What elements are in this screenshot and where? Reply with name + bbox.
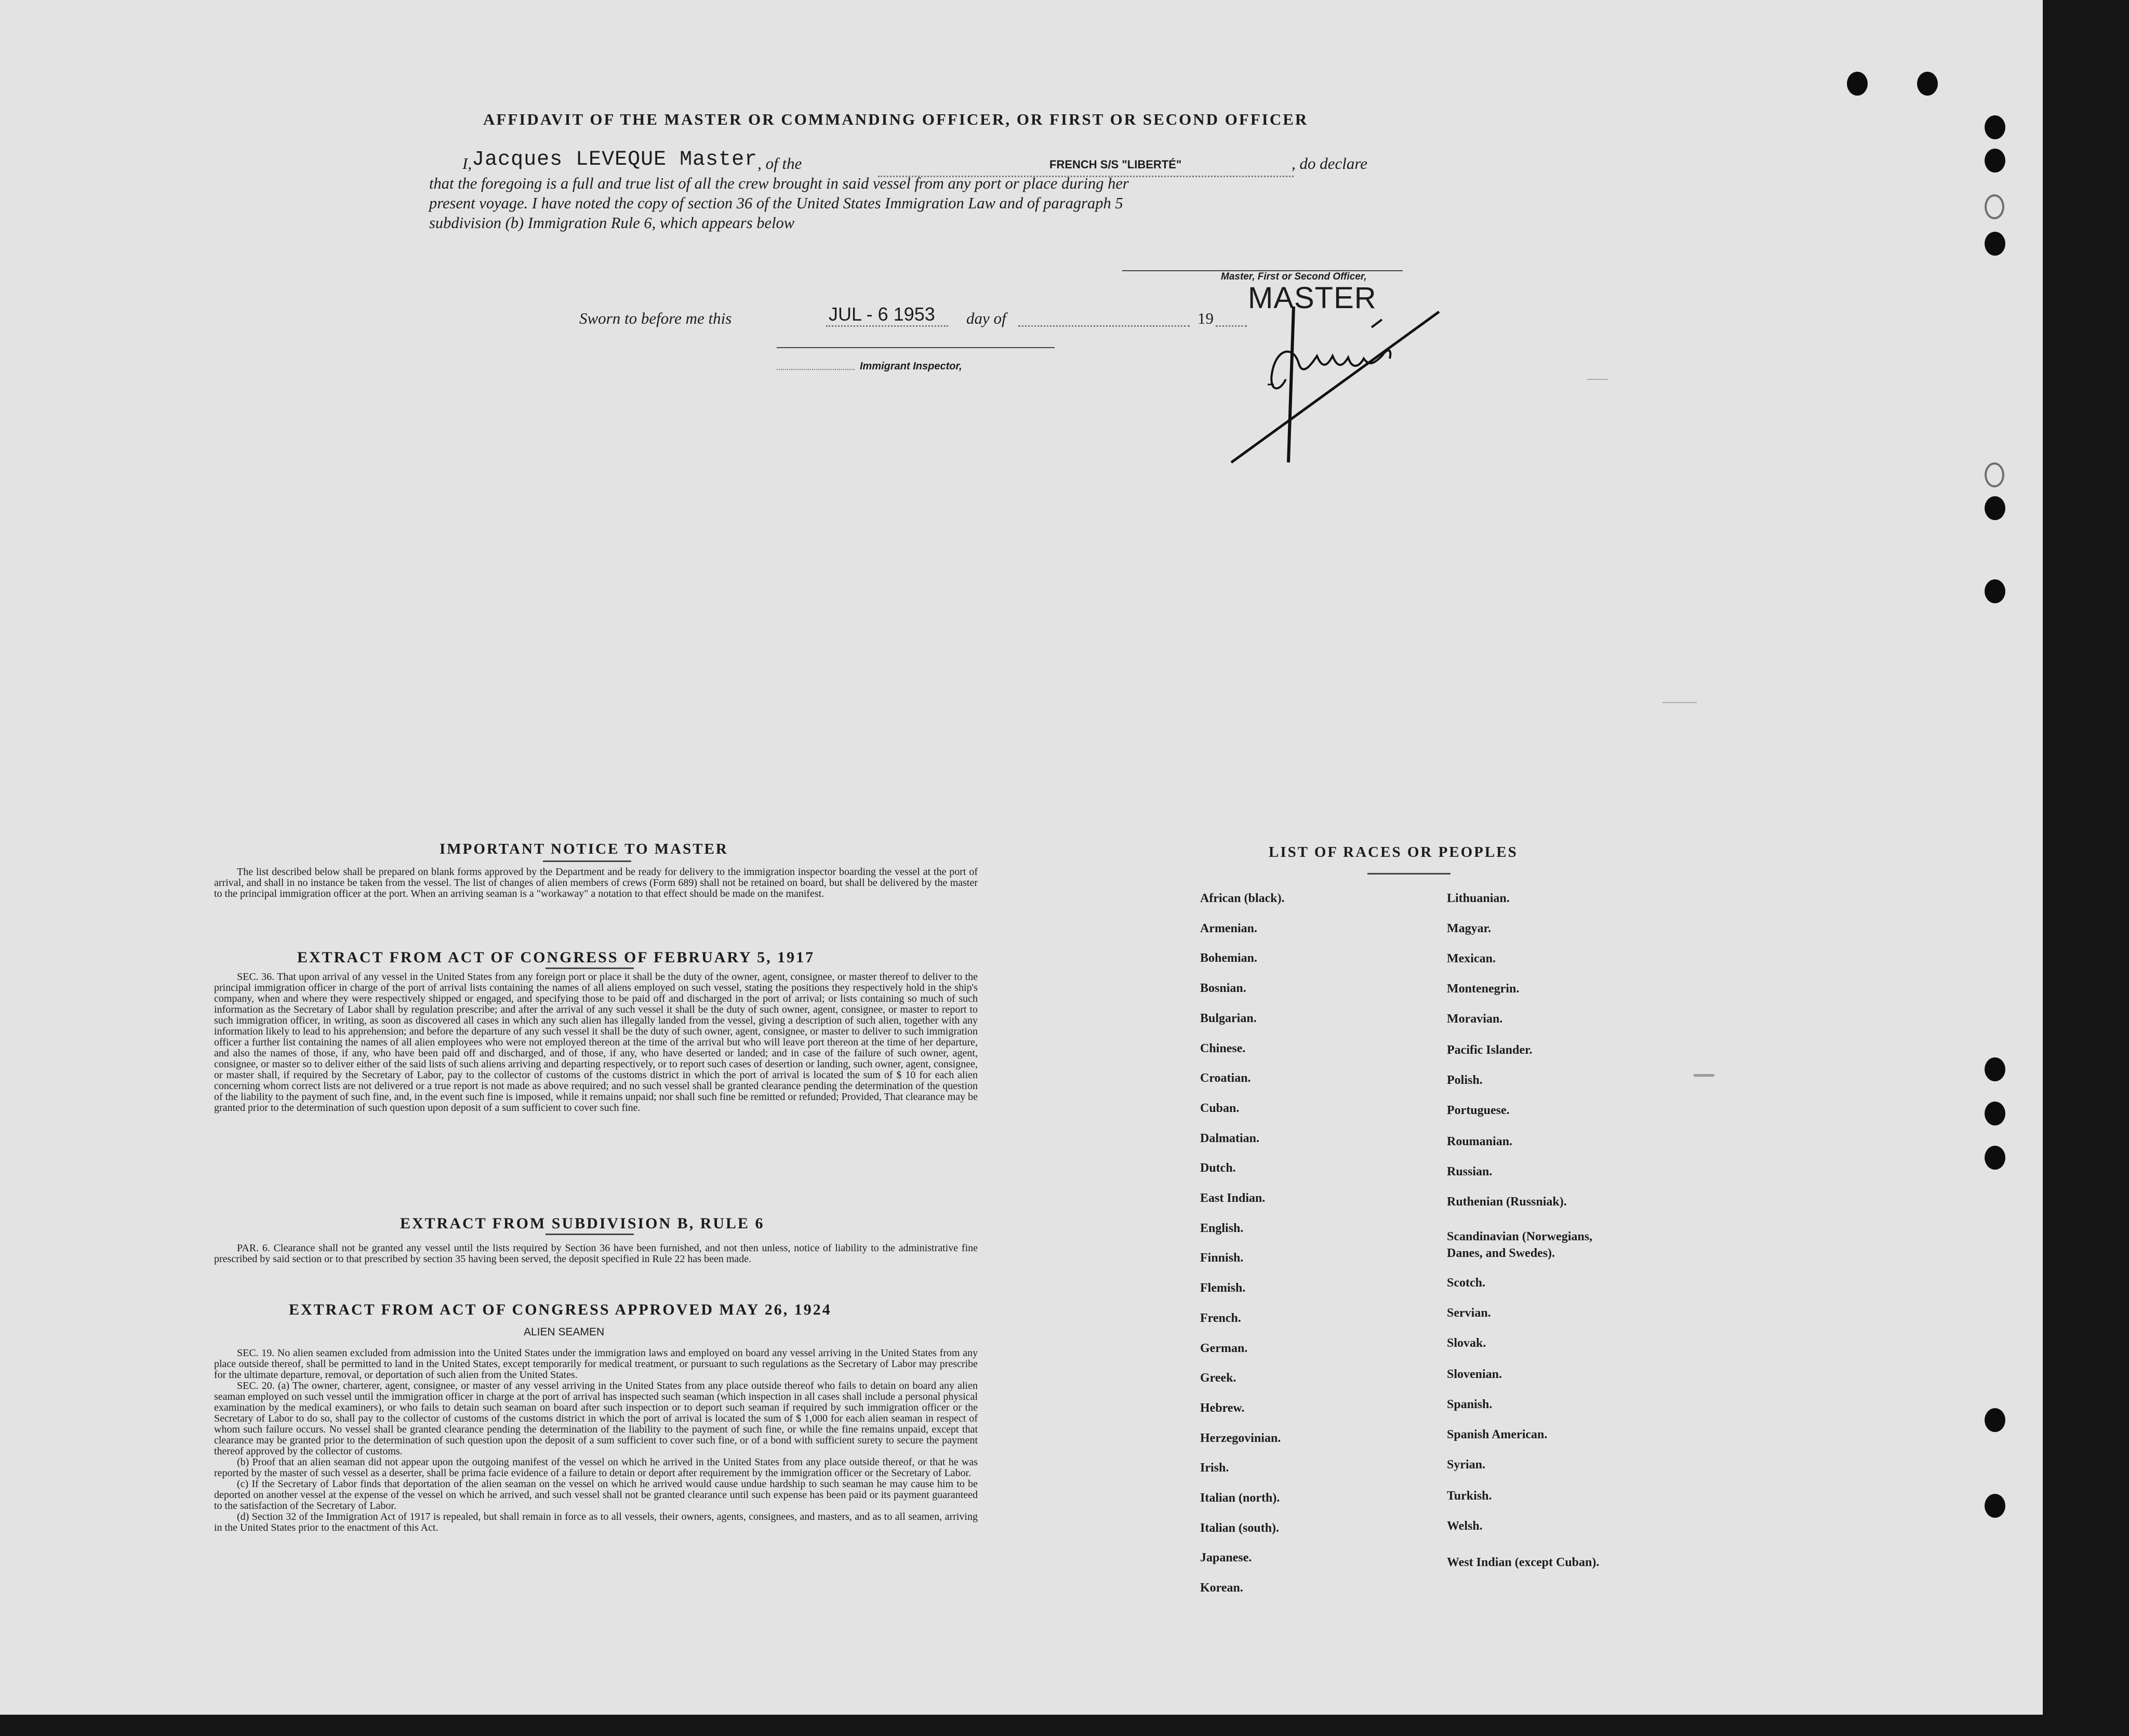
race-item: Magyar. [1447, 922, 1492, 935]
extract-rule6-underline [545, 1234, 634, 1235]
race-item: Servian. [1447, 1306, 1491, 1320]
declaration-line-2: that the foregoing is a full and true list of all the crew brought in said vessel from any port or place during her [429, 175, 1129, 192]
race-item: Dalmatian. [1200, 1131, 1259, 1145]
race-item: African (black). [1200, 892, 1285, 905]
declaration-prefix: I, [462, 154, 472, 173]
inspector-caption-line [777, 369, 855, 370]
race-item: Irish. [1200, 1461, 1229, 1475]
race-item: Italian (north). [1200, 1491, 1280, 1505]
bleed-through-text: ▬▬▬ [1694, 1068, 1714, 1081]
vessel-name: FRENCH S/S "LIBERTÉ" [1049, 158, 1182, 171]
race-item: Syrian. [1447, 1458, 1486, 1472]
binder-hole [1985, 1102, 2005, 1125]
declaration-of-the: , of the [757, 154, 802, 173]
race-item: Mexican. [1447, 952, 1496, 965]
extract-rule6-text [214, 1243, 978, 1265]
race-item: Spanish. [1447, 1398, 1493, 1411]
bleed-through-text: ――――― [1662, 696, 1697, 709]
race-item: Portuguese. [1447, 1104, 1510, 1117]
race-item: Russian. [1447, 1165, 1493, 1178]
race-item: Spanish American. [1447, 1428, 1548, 1441]
sworn-date-stamp: JUL - 6 1953 [829, 303, 935, 325]
binder-hole [1985, 1146, 2005, 1170]
race-item: Pacific Islander. [1447, 1043, 1533, 1057]
binder-hole [1985, 496, 2005, 520]
extract-1917-heading: EXTRACT FROM ACT OF CONGRESS OF FEBRUARY 5, 1917 [297, 949, 815, 966]
races-heading-underline [1367, 873, 1451, 874]
sec-20b-paragraph: (b) Proof that an alien seaman did not appear upon the outgoing manifest of the vessel on which he arrived in the United States from any place outside thereof, or that he was reported by the master of such vessel as a deserter, shall be prima facie evidence of a failure to detain or deport after requirement by the immigration officer or the Secretary of Labor. [214, 1456, 978, 1479]
race-item: German. [1200, 1341, 1248, 1355]
race-item: Italian (south). [1200, 1521, 1280, 1535]
declaration-do-declare: , do declare [1292, 154, 1368, 173]
extract-rule6-paragraph: PAR. 6. Clearance shall not be granted any vessel until the lists required by Section 36 have been furnished, and not then unless, notice of liability to the administrative fine prescribed by said section or to that prescribed by section 35 having been served, the deposit specified in Rule 22 has been made. [214, 1242, 978, 1265]
race-item: Chinese. [1200, 1041, 1246, 1055]
extract-1924-subheading: ALIEN SEAMEN [524, 1326, 605, 1338]
sworn-day-of: day of [966, 309, 1006, 327]
race-item: Greek. [1200, 1371, 1236, 1385]
binder-hole [1985, 462, 2004, 487]
declaration-line-4: subdivision (b) Immigration Rule 6, which appears below [429, 214, 795, 232]
declaration-line-3: present voyage. I have noted the copy of section 36 of the United States Immigration Law and of paragraph 5 [429, 194, 1123, 212]
race-item: West Indian (except Cuban). [1447, 1556, 1600, 1569]
binder-hole [1985, 149, 2005, 173]
master-name: Jacques LEVEQUE Master [472, 148, 758, 171]
race-item: Hebrew. [1200, 1401, 1245, 1415]
binder-hole [1985, 1494, 2005, 1518]
inspector-caption: Immigrant Inspector, [860, 361, 962, 372]
race-item: Croatian. [1200, 1071, 1251, 1085]
binder-hole [1917, 72, 1938, 96]
race-item: Armenian. [1200, 921, 1257, 935]
sworn-day-line [826, 325, 948, 327]
race-item: Bohemian. [1200, 951, 1258, 965]
binder-hole [1985, 115, 2005, 139]
binder-hole [1985, 1057, 2005, 1081]
race-item: Scandinavian (Norwegians, Danes, and Swedes). [1447, 1230, 1593, 1260]
sec-20a-paragraph: SEC. 20. (a) The owner, charterer, agent, consignee, or master of any vessel arriving in the United States from any place outside thereof who fails to detain on board any alien seaman employed on such vessel until the immigration officer in charge at the port of arrival has inspected such seaman (which inspection in all cases shall include a personal physical examination by the medical examiners), or who fails to detain such seaman on board after such inspection or to deport such seaman if required by such immigration officer or the Secretary of Labor to do so, shall pay to the collector of customs of the customs district in which the port of arrival is located the sum of $ 1,000 for each alien seaman in respect of whom such failure occurs. No vessel shall be granted clearance pending the determination of the liability to the payment of such fine, or while the fine remains unpaid, except that clearance may be granted prior to the determination of such question upon the deposit of a sum sufficient to cover such fine, or of a bond with sufficient surety to secure the payment thereof approved by the collector of customs. [214, 1380, 978, 1457]
race-item: East Indian. [1200, 1191, 1266, 1205]
bleed-through-text: ――― [1587, 373, 1608, 386]
extract-rule6-heading: EXTRACT FROM SUBDIVISION B, RULE 6 [400, 1215, 765, 1232]
race-item: Bulgarian. [1200, 1011, 1257, 1025]
race-item: French. [1200, 1311, 1241, 1325]
sworn-year-prefix: 19 [1197, 309, 1214, 327]
race-item: Herzegovinian. [1200, 1431, 1281, 1445]
race-item: Ruthenian (Russniak). [1447, 1195, 1567, 1209]
notice-heading-underline [543, 860, 631, 862]
race-item: Slovenian. [1447, 1368, 1502, 1381]
master-signature [1216, 291, 1455, 478]
race-item: Lithuanian. [1447, 892, 1510, 905]
notice-paragraph: The list described below shall be prepared on blank forms approved by the Department and be ready for delivery to the immigration inspector boarding the vessel at the port of arrival, and shall in no instance be taken from the vessel. The list of changes of alien members of crews (Form 689) shall not be retained on board, but shall be delivered by the master to the principal immigration officer at the port. When an arriving seaman is a "workaway" a notation to that effect should be made on the manifest. [214, 866, 978, 899]
extract-1924-heading: EXTRACT FROM ACT OF CONGRESS APPROVED MAY 26, 1924 [289, 1301, 832, 1318]
race-item: Slovak. [1447, 1336, 1486, 1350]
race-item: Bosnian. [1200, 982, 1246, 996]
binder-hole [1985, 232, 2005, 256]
race-item: Moravian. [1447, 1012, 1503, 1026]
notice-text [214, 867, 978, 899]
inspector-signature-line [777, 347, 1055, 348]
binder-hole [1847, 72, 1868, 96]
officer-stamp: MASTER [1248, 281, 1377, 315]
declaration-line-1 [462, 148, 1408, 174]
race-item: Flemish. [1200, 1281, 1246, 1295]
race-item: Finnish. [1200, 1251, 1244, 1265]
sworn-prefix: Sworn to before me this [579, 309, 732, 327]
race-item: Welsh. [1447, 1519, 1483, 1533]
race-item: Scotch. [1447, 1276, 1485, 1290]
extract-1917-text [214, 972, 978, 1114]
binder-hole [1985, 194, 2004, 219]
sworn-month-line [1018, 325, 1190, 327]
race-item: Roumanian. [1447, 1135, 1513, 1148]
sec-20d-paragraph: (d) Section 32 of the Immigration Act of 1917 is repealed, but shall remain in force as to all vessels, their owners, agents, consignees, and masters, and as to all seamen, arriving in the United States prior to the enactment of this Act. [214, 1511, 978, 1533]
officer-caption: Master, First or Second Officer, [1221, 271, 1367, 282]
affidavit-heading: AFFIDAVIT OF THE MASTER OR COMMANDING OFFICER, OR FIRST OR SECOND OFFICER [483, 110, 1309, 128]
sec-19-paragraph: SEC. 19. No alien seamen excluded from admission into the United States under the immigration laws and employed on board any vessel arriving in the United States from any place outside thereof, shall be permitted to land in the United States, except temporarily for medical treatment, or pursuant to such regulations as the Secretary of Labor may prescribe for the ultimate departure, removal, or deportation of such alien from the United States. [214, 1347, 978, 1381]
extract-1917-underline [545, 968, 634, 969]
notice-heading: IMPORTANT NOTICE TO MASTER [440, 841, 728, 857]
race-item: Montenegrin. [1447, 982, 1520, 996]
races-heading: LIST OF RACES OR PEOPLES [1269, 844, 1518, 860]
extract-1924-text [214, 1348, 978, 1533]
binder-hole [1985, 579, 2005, 603]
sec-20c-paragraph: (c) If the Secretary of Labor finds that deportation of the alien seaman on the vessel on which he arrived would cause undue hardship to such seaman he may cause him to be deported on another vessel at the expense of the vessel on which he arrived, and such vessel shall not be granted clearance until such expense has been paid or its payment guaranteed to the satisfaction of the Secretary of Labor. [214, 1478, 978, 1512]
race-item: Korean. [1200, 1581, 1243, 1595]
race-item: Cuban. [1200, 1101, 1240, 1115]
race-item: English. [1200, 1221, 1244, 1235]
extract-1917-paragraph: SEC. 36. That upon arrival of any vessel in the United States from any foreign port or place it shall be the duty of the owner, agent, consignee, or master thereof to deliver to the principal immigration officer in charge of the port of arrival lists containing the names of all aliens employed on such vessel, stating the positions they respectively hold in the ship's company, when and where they were respectively shipped or engaged, and specifying those to be paid off and discharged in the port of arrival; or lists containing so much of such information as the Secretary of Labor shall by regulation prescribe; and after the arrival of any such vessel it shall be the duty of such owner, agent, consignee, or master to report to such immigration officer, in writing, as soon as discovered all cases in which any such alien has illegally landed from the vessel, giving a description of such alien, together with any information likely to lead to his apprehension; and before the departure of any such vessel it shall be the duty of such owner, agent, consignee, or master to deliver to such immigration officer a further list containing the names of all alien employees who were not employed thereon at the time of the arrival but who will leave port thereon at the time of her departure, and also the names of those, if any, who have been paid off and discharged, and of those, if any, who have deserted or landed; and in case of the failure of such owner, agent, consignee, or master so to deliver either of the said lists of such aliens arriving and departing respectively, or to report such cases of desertion or landing, such owner, agent, consignee, or master shall, if required by the Secretary of Labor, pay to the collector of customs of the customs district in which the port of arrival is located the sum of $ 10 for each alien concerning whom correct lists are not delivered or a true report is not made as above required; and no such vessel shall be granted clearance pending the determination of the question of the liability to the payment of such fine, and, in the event such fine is imposed, while it remains unpaid; nor shall such fine be remitted or refunded; Provided, That clearance may be granted prior to the determination of such question upon deposit of a sum sufficient to cover such fine. [214, 971, 978, 1114]
race-item: Turkish. [1447, 1489, 1492, 1503]
race-item: Dutch. [1200, 1161, 1236, 1175]
race-item: Japanese. [1200, 1551, 1252, 1565]
race-item: Polish. [1447, 1074, 1483, 1087]
binder-hole [1985, 1408, 2005, 1432]
